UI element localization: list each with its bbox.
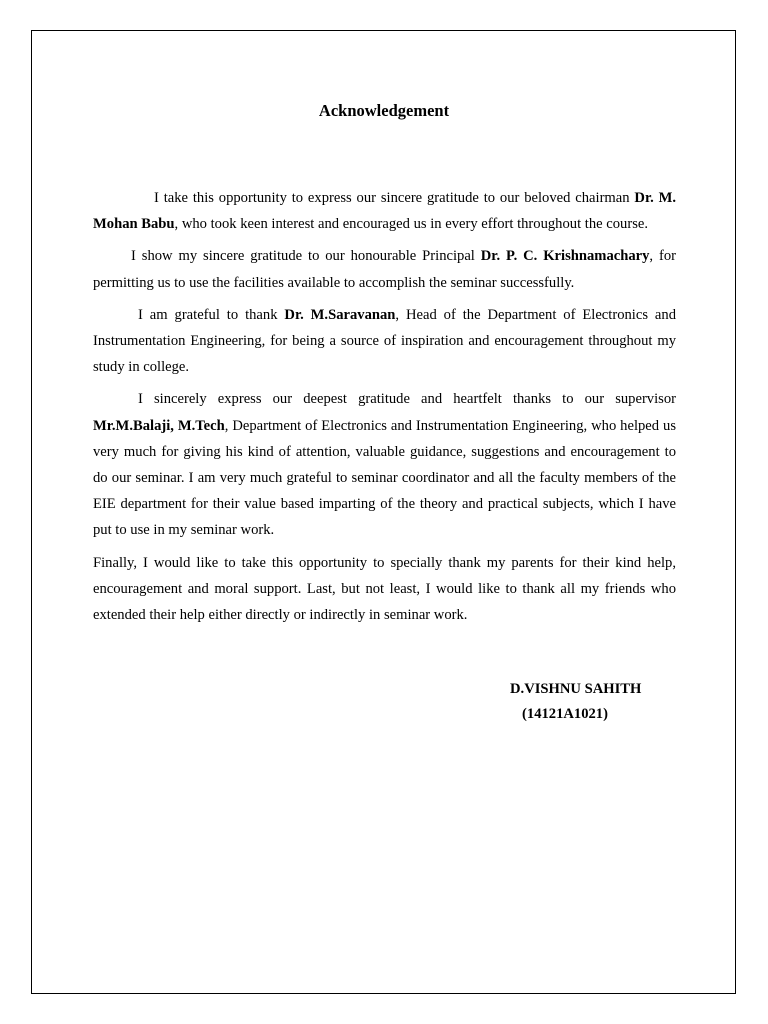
- paragraph-supervisor: [93, 386, 676, 543]
- principal-name: Dr. P. C. Krishnamachary: [480, 248, 650, 265]
- signature-name: D.VISHNU SAHITH: [510, 681, 642, 697]
- paragraph-text: , Department of Electronics and Instrumentation Engineering, who helped us very much for giving his kind of attention, valuable guidance, suggestions and encouragement to do our seminar. I am very much grateful to seminar coordinator and all the faculty members of the EIE department for their value based imparting of the theory and practical subjects, which I have put to use in my seminar work.: [93, 417, 676, 539]
- paragraph-text: I take this opportunity to express our sincere gratitude to our beloved chairman: [154, 190, 635, 206]
- signature-roll-number: (14121A1021): [522, 706, 608, 722]
- paragraph-text: , who took keen interest and encouraged us in every effort throughout the course.: [174, 216, 648, 233]
- acknowledgement-body: [93, 185, 676, 634]
- paragraph-hod: [93, 302, 676, 381]
- paragraph-text: , Head of the Department of Electronics and Instrumentation Engineering, for being a source of inspiration and encouragement throughout my study in college.: [93, 306, 676, 376]
- paragraph-text: I sincerely express our deepest gratitude and heartfelt thanks to our supervisor: [138, 391, 676, 408]
- signature-block: [510, 677, 642, 727]
- paragraph-text: I am grateful to thank: [138, 306, 285, 323]
- chairman-name: Dr. M. Mohan Babu: [93, 190, 676, 233]
- supervisor-name: Mr.M.Balaji, M.Tech: [93, 417, 225, 434]
- paragraph-family-friends: Finally, I would like to take this opportunity to specially thank my parents for their kind help, encouragement and moral support. Last, but not least, I would like to thank all my friends who extended their help either directly or indirectly in seminar work.: [93, 554, 676, 624]
- paragraph-principal: [93, 243, 676, 295]
- paragraph-text: I show my sincere gratitude to our honourable Principal: [131, 248, 481, 265]
- paragraph-chairman: [93, 185, 676, 237]
- hod-name: Dr. M.Saravanan: [284, 306, 396, 323]
- paragraph-text: , for permitting us to use the facilities available to accomplish the seminar successfully.: [93, 248, 676, 291]
- page-title: Acknowledgement: [318, 101, 450, 120]
